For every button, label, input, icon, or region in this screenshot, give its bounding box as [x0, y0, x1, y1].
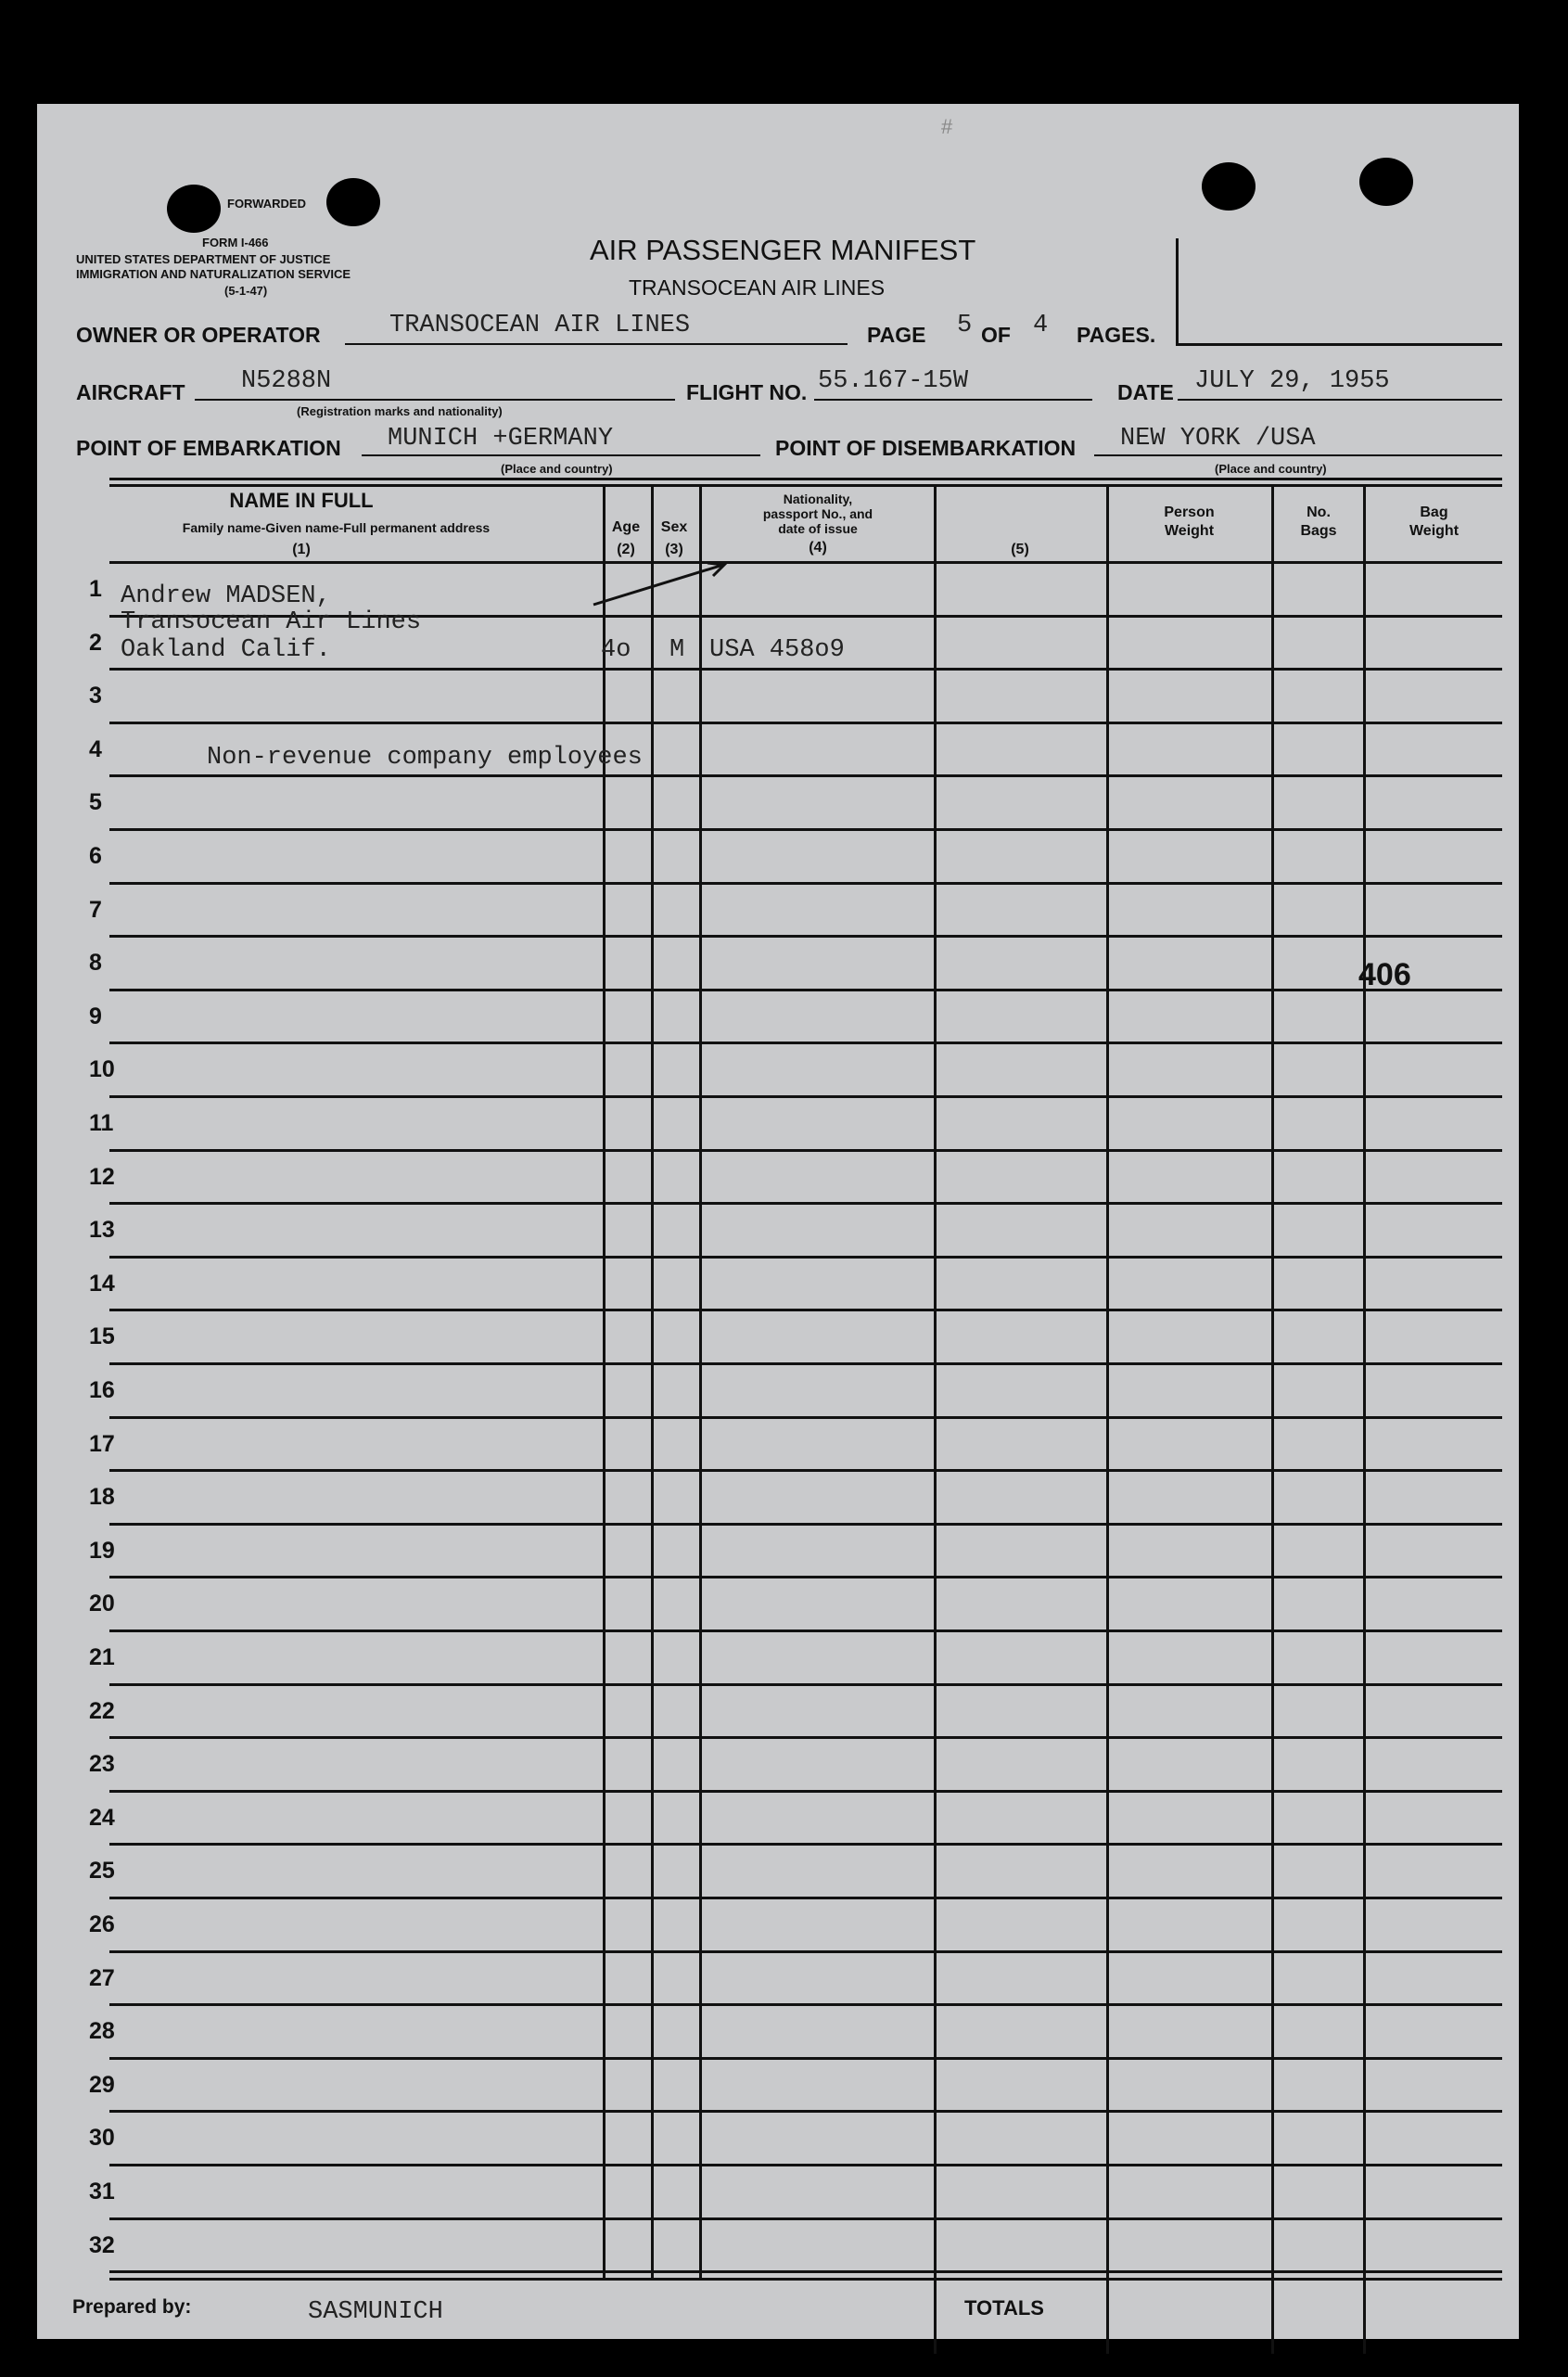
column-line — [1106, 484, 1109, 2354]
row-rule — [109, 1309, 1502, 1311]
nationality-column-line2: passport No., and — [762, 506, 873, 521]
row-number: 2 — [89, 630, 102, 656]
row-number: 27 — [89, 1965, 115, 1991]
embarkation-underline — [362, 454, 760, 456]
bag-weight-title-1: Bag — [1420, 505, 1448, 520]
row-number: 9 — [89, 1003, 102, 1029]
row2-age: 4o — [601, 636, 631, 664]
nationality-column-line1: Nationality, — [783, 492, 853, 506]
row-rule — [109, 1095, 1502, 1098]
form-title: AIR PASSENGER MANIFEST — [590, 234, 976, 266]
row1-address: Transocean Air Lines — [121, 608, 422, 636]
flight-value: 55.167-15W — [818, 367, 969, 395]
name-column-title: NAME IN FULL — [229, 489, 374, 512]
table-top-rule — [109, 478, 1502, 480]
sex-column-title: Sex — [660, 519, 688, 535]
row-rule — [109, 1523, 1502, 1526]
date-value: JULY 29, 1955 — [1194, 367, 1390, 395]
aircraft-label: AIRCRAFT — [76, 380, 185, 404]
person-weight-title-1: Person — [1164, 505, 1215, 520]
row-number: 14 — [89, 1271, 115, 1297]
row-number: 23 — [89, 1751, 115, 1777]
flight-label: FLIGHT NO. — [686, 380, 808, 404]
row-rule — [109, 989, 1502, 991]
prepared-by-value: SASMUNICH — [308, 2298, 443, 2326]
column-line — [699, 484, 702, 2280]
row-rule — [109, 882, 1502, 885]
punch-hole — [167, 185, 221, 233]
row-rule — [109, 2270, 1502, 2273]
age-column-number: (2) — [617, 542, 635, 557]
page-value: 5 — [957, 312, 973, 339]
table-top-rule — [109, 484, 1502, 487]
punch-hole — [1202, 162, 1256, 211]
row-rule — [109, 1629, 1502, 1632]
row-number: 3 — [89, 683, 102, 709]
row-number: 13 — [89, 1217, 115, 1243]
row-number: 4 — [89, 736, 102, 762]
row-rule — [109, 1790, 1502, 1793]
of-value: 4 — [1033, 312, 1049, 339]
row-number: 31 — [89, 2179, 115, 2204]
corner-box-line — [1176, 238, 1179, 345]
bag-weight-title-2: Weight — [1409, 523, 1460, 539]
name-column-number: (1) — [292, 542, 311, 557]
column-line — [651, 484, 654, 2280]
ditto-arrow — [589, 554, 737, 609]
row-number: 26 — [89, 1911, 115, 1937]
row-number: 6 — [89, 843, 102, 869]
row-rule — [109, 1736, 1502, 1739]
embarkation-label: POINT OF EMBARKATION — [76, 436, 341, 460]
column-line — [1271, 484, 1274, 2354]
row2-name: Oakland Calif. — [121, 636, 331, 664]
corner-box-line — [1176, 343, 1502, 346]
column-line — [1363, 484, 1366, 2354]
row-rule — [109, 828, 1502, 831]
row-number: 21 — [89, 1644, 115, 1670]
row-rule — [109, 1683, 1502, 1686]
row4-note: Non-revenue company employees — [207, 744, 643, 772]
row-number: 11 — [89, 1110, 114, 1136]
row-rule — [109, 1950, 1502, 1953]
row-rule — [109, 668, 1502, 671]
row-rule — [109, 2003, 1502, 2006]
row-rule — [109, 774, 1502, 777]
row-number: 5 — [89, 789, 102, 815]
no-bags-title-2: Bags — [1300, 523, 1337, 539]
row-number: 8 — [89, 950, 102, 976]
row-rule — [109, 935, 1502, 938]
manifest-sheet — [37, 104, 1519, 2339]
column-line — [934, 484, 937, 2354]
row-number: 12 — [89, 1164, 115, 1190]
page-label: PAGE — [867, 323, 926, 347]
row-number: 20 — [89, 1591, 115, 1617]
flight-underline — [814, 399, 1092, 401]
department: UNITED STATES DEPARTMENT OF JUSTICE — [76, 252, 331, 266]
row-number: 30 — [89, 2125, 115, 2151]
row-rule — [109, 1416, 1502, 1419]
row-rule — [109, 2057, 1502, 2060]
row-rule — [109, 1042, 1502, 1044]
row-rule — [109, 722, 1502, 724]
column-5-number: (5) — [1011, 542, 1029, 557]
service-name: IMMIGRATION AND NATURALIZATION SERVICE — [76, 267, 351, 281]
row-rule — [109, 1897, 1502, 1899]
aircraft-note: (Registration marks and nationality) — [297, 404, 503, 418]
embarkation-value: MUNICH +GERMANY — [388, 425, 614, 453]
punch-hole — [326, 178, 380, 226]
age-column-title: Age — [611, 519, 641, 535]
stray-mark: # — [941, 115, 953, 138]
row-rule — [109, 2110, 1502, 2113]
row-number: 1 — [89, 576, 102, 602]
prepared-by-label: Prepared by: — [72, 2296, 192, 2318]
row-rule — [109, 1469, 1502, 1472]
row-rule — [109, 1202, 1502, 1205]
row-number: 10 — [89, 1056, 115, 1082]
aircraft-underline — [195, 399, 675, 401]
form-stamp: FORWARDED — [227, 197, 306, 211]
aircraft-value: N5288N — [241, 367, 332, 395]
row-rule — [109, 1576, 1502, 1578]
header-bottom-rule — [109, 561, 1502, 564]
form-subtitle: TRANSOCEAN AIR LINES — [629, 275, 886, 300]
row2-nationality: USA 458o9 — [709, 636, 845, 664]
embarkation-note: (Place and country) — [501, 462, 613, 476]
row-rule — [109, 1256, 1502, 1259]
disembarkation-underline — [1094, 454, 1502, 456]
name-column-subtitle: Family name-Given name-Full permanent address — [182, 520, 491, 535]
row-number: 22 — [89, 1698, 115, 1724]
of-label: OF — [981, 323, 1011, 347]
row-rule — [109, 1362, 1502, 1365]
punch-hole — [1359, 158, 1413, 206]
form-number: FORM I-466 — [202, 236, 269, 249]
person-weight-title-2: Weight — [1164, 523, 1215, 539]
row-number: 18 — [89, 1484, 115, 1510]
row-number: 25 — [89, 1858, 115, 1884]
bag-weight-note: 406 — [1358, 957, 1411, 992]
table-bottom-rule — [109, 2278, 1502, 2281]
no-bags-title-1: No. — [1307, 505, 1331, 520]
nationality-column-number: (4) — [809, 540, 827, 556]
row-number: 15 — [89, 1323, 115, 1349]
owner-underline — [345, 343, 848, 345]
disembarkation-label: POINT OF DISEMBARKATION — [775, 436, 1077, 460]
row-rule — [109, 1149, 1502, 1152]
row-number: 7 — [89, 897, 102, 923]
pages-label: PAGES. — [1077, 323, 1156, 347]
row-number: 24 — [89, 1805, 115, 1831]
disembarkation-note: (Place and country) — [1215, 462, 1327, 476]
date-label: DATE — [1117, 380, 1174, 404]
date-underline — [1178, 399, 1502, 401]
owner-label: OWNER OR OPERATOR — [76, 323, 321, 347]
nationality-column-line3: date of issue — [778, 521, 858, 536]
row1-name: Andrew MADSEN, — [121, 582, 331, 610]
totals-label: TOTALS — [964, 2296, 1044, 2319]
form-code: (5-1-47) — [224, 284, 268, 298]
row2-sex: M — [669, 636, 685, 664]
row-number: 16 — [89, 1377, 115, 1403]
disembarkation-value: NEW YORK /USA — [1120, 425, 1316, 453]
sex-column-number: (3) — [665, 542, 683, 557]
row-rule — [109, 2164, 1502, 2166]
row-rule — [109, 2217, 1502, 2220]
row-number: 19 — [89, 1538, 115, 1564]
row-number: 32 — [89, 2232, 115, 2258]
row-rule — [109, 1843, 1502, 1846]
row-number: 29 — [89, 2072, 115, 2098]
row-number: 28 — [89, 2018, 115, 2044]
owner-value: TRANSOCEAN AIR LINES — [389, 312, 691, 339]
row-number: 17 — [89, 1431, 115, 1457]
